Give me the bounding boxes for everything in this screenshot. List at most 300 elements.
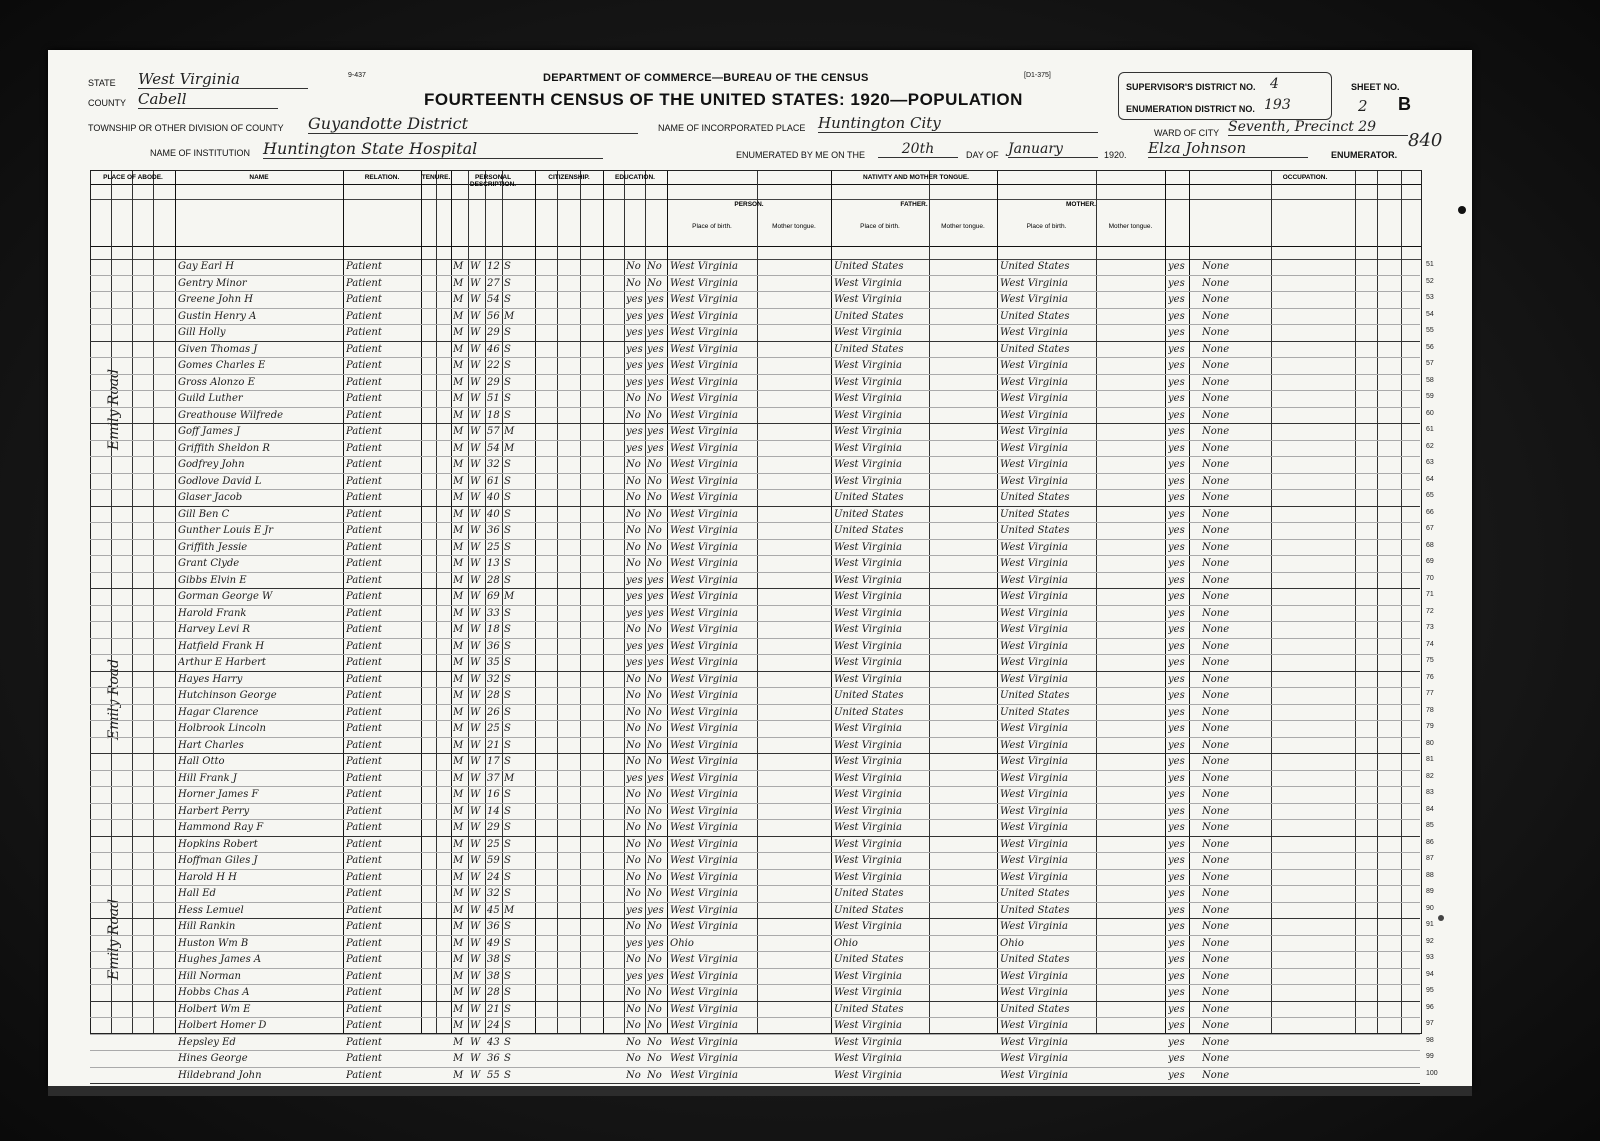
cell-ms: M (504, 310, 515, 322)
cell-ms: S (504, 360, 511, 371)
cell-age: 17 (487, 756, 500, 767)
cell-birth: West Virginia (670, 426, 738, 437)
cell-occ: None (1202, 591, 1230, 602)
cell-birth: West Virginia (670, 1020, 738, 1031)
cell-name: Holbert Wm E (178, 1003, 251, 1015)
cell-sex: M (453, 277, 464, 289)
cell-write: yes (647, 607, 664, 619)
cell-occ: None (1202, 1036, 1230, 1048)
cell-read: No (626, 871, 641, 883)
cell-name: Hart Charles (178, 739, 244, 751)
cell-eng: yes (1168, 855, 1185, 866)
cell-birth: West Virginia (670, 376, 738, 388)
cell-write: No (647, 888, 662, 899)
cell-write: No (647, 673, 662, 685)
line-number: 91 (1426, 921, 1434, 928)
cell-write: No (647, 1003, 662, 1015)
cell-mbirth: United States (1000, 261, 1070, 272)
cell-race: W (470, 261, 481, 272)
table-row (90, 342, 1434, 359)
stamp-number: 840 (1408, 130, 1443, 151)
cell-read: No (626, 541, 641, 553)
cell-occ: None (1202, 756, 1230, 767)
cell-read: No (626, 987, 641, 998)
group-abode: PLACE OF ABODE. (103, 174, 163, 181)
cell-birth: West Virginia (670, 475, 738, 487)
cell-race: W (470, 1069, 481, 1081)
table-row (90, 391, 1434, 408)
cell-name: Hughes James A (178, 954, 262, 965)
cell-name: Hayes Harry (178, 673, 243, 685)
cell-fbirth: West Virginia (834, 624, 902, 635)
cell-fbirth: West Virginia (834, 805, 902, 817)
line-number: 69 (1426, 558, 1434, 565)
cell-read: No (626, 409, 641, 421)
cell-mbirth: West Virginia (1000, 277, 1068, 289)
cell-name: Hall Otto (178, 756, 225, 767)
enumerator-name: Elza Johnson (1148, 139, 1308, 158)
cell-age: 45 (487, 904, 500, 916)
cell-fbirth: West Virginia (834, 459, 902, 470)
line-number: 99 (1426, 1053, 1434, 1060)
cell-ms: S (504, 525, 511, 536)
cell-read: No (626, 1003, 641, 1015)
cell-ms: S (504, 475, 511, 487)
cell-write: No (647, 475, 662, 487)
line-number: 88 (1426, 871, 1434, 879)
cell-rel: Patient (346, 690, 382, 701)
cell-age: 29 (487, 327, 500, 338)
cell-occ: None (1202, 541, 1230, 553)
cell-sex: M (453, 294, 464, 305)
cell-name: Harvey Levi R (178, 624, 250, 635)
table-row (90, 672, 1434, 689)
cell-read: No (626, 525, 641, 536)
cell-race: W (470, 822, 481, 833)
township-value: Guyandotte District (308, 114, 638, 134)
cell-occ: None (1202, 1069, 1230, 1081)
cell-mbirth: West Virginia (1000, 772, 1068, 784)
cell-race: W (470, 723, 481, 734)
cell-read: No (626, 1053, 641, 1064)
cell-race: W (470, 426, 481, 437)
cell-occ: None (1202, 525, 1230, 536)
cell-occ: None (1202, 690, 1230, 701)
department-title: DEPARTMENT OF COMMERCE—BUREAU OF THE CENSUS (543, 72, 869, 84)
cell-race: W (470, 442, 481, 454)
cell-occ: None (1202, 739, 1230, 751)
cell-age: 54 (487, 294, 500, 305)
cell-birth: West Virginia (670, 723, 738, 734)
cell-race: W (470, 492, 481, 503)
line-number: 87 (1426, 855, 1434, 862)
cell-write: No (647, 492, 662, 503)
cell-mbirth: United States (1000, 690, 1070, 701)
cell-race: W (470, 607, 481, 619)
cell-name: Horner James F (178, 789, 259, 800)
cell-age: 36 (487, 921, 500, 932)
cell-mbirth: West Virginia (1000, 409, 1068, 421)
cell-name: Hutchinson George (178, 690, 277, 701)
cell-sex: M (453, 756, 464, 767)
cell-write: yes (647, 904, 664, 916)
cell-age: 25 (487, 723, 500, 734)
cell-race: W (470, 360, 481, 371)
line-number: 84 (1426, 805, 1434, 813)
cell-occ: None (1202, 706, 1230, 718)
cell-eng: yes (1168, 591, 1185, 602)
cell-read: yes (626, 640, 643, 652)
cell-mbirth: West Virginia (1000, 921, 1068, 932)
cell-sex: M (453, 475, 464, 487)
cell-name: Godlove David L (178, 475, 262, 487)
cell-sex: M (453, 1020, 464, 1031)
cell-read: yes (626, 607, 643, 619)
cell-birth: West Virginia (670, 1003, 738, 1015)
cell-occ: None (1202, 343, 1230, 355)
cell-eng: yes (1168, 673, 1185, 685)
cell-rel: Patient (346, 294, 382, 305)
cell-read: No (626, 805, 641, 817)
cell-fbirth: West Virginia (834, 822, 902, 833)
cell-ms: S (504, 492, 511, 503)
cell-race: W (470, 1053, 481, 1064)
line-number: 92 (1426, 937, 1434, 945)
line-number: 52 (1426, 277, 1434, 285)
cell-fbirth: West Virginia (834, 921, 902, 932)
cell-eng: yes (1168, 624, 1185, 635)
cell-race: W (470, 294, 481, 305)
cell-occ: None (1202, 327, 1230, 338)
cell-ms: S (504, 624, 511, 635)
cell-fbirth: West Virginia (834, 607, 902, 619)
line-number: 57 (1426, 360, 1434, 367)
table-row (90, 1051, 1434, 1068)
enumerator-label: ENUMERATOR. (1331, 150, 1398, 160)
cell-fbirth: West Virginia (834, 970, 902, 982)
cell-write: yes (647, 772, 664, 784)
cell-fbirth: West Virginia (834, 855, 902, 866)
cell-race: W (470, 310, 481, 322)
cell-race: W (470, 640, 481, 652)
cell-write: No (647, 822, 662, 833)
cell-write: yes (647, 574, 664, 586)
cell-birth: West Virginia (670, 772, 738, 784)
group-tenure: TENURE. (421, 174, 451, 181)
cell-ms: S (504, 1053, 511, 1064)
cell-birth: West Virginia (670, 508, 738, 520)
cell-rel: Patient (346, 558, 382, 569)
line-number: 83 (1426, 789, 1434, 796)
cell-age: 26 (487, 706, 500, 718)
cell-name: Harold Frank (178, 607, 247, 619)
cell-birth: West Virginia (670, 739, 738, 751)
cell-write: No (647, 1053, 662, 1064)
cell-rel: Patient (346, 640, 382, 652)
group-name: NAME (249, 174, 269, 181)
cell-read: yes (626, 657, 643, 668)
cell-age: 28 (487, 690, 500, 701)
cell-read: No (626, 822, 641, 833)
cell-age: 61 (487, 475, 500, 487)
line-number: 100 (1426, 1069, 1438, 1077)
cell-eng: yes (1168, 261, 1185, 272)
line-number: 74 (1426, 640, 1434, 648)
cell-birth: West Virginia (670, 442, 738, 454)
line-number: 96 (1426, 1003, 1434, 1011)
cell-read: No (626, 954, 641, 965)
cell-occ: None (1202, 261, 1230, 272)
street-label-3: Emily Road (106, 898, 122, 980)
cell-fbirth: West Virginia (834, 409, 902, 421)
cell-read: No (626, 789, 641, 800)
cell-read: No (626, 393, 641, 404)
cell-mbirth: West Virginia (1000, 376, 1068, 388)
cell-birth: West Virginia (670, 970, 738, 982)
cell-fbirth: West Virginia (834, 360, 902, 371)
cell-birth: West Virginia (670, 277, 738, 289)
cell-eng: yes (1168, 921, 1185, 932)
cell-age: 54 (487, 442, 500, 454)
table-row (90, 358, 1434, 375)
cell-name: Hill Frank J (178, 772, 237, 784)
cell-sex: M (453, 970, 464, 982)
cell-ms: M (504, 772, 515, 784)
cell-eng: yes (1168, 706, 1185, 718)
cell-race: W (470, 772, 481, 784)
cell-fbirth: West Virginia (834, 1020, 902, 1031)
cell-ms: S (504, 393, 511, 404)
cell-sex: M (453, 1069, 464, 1081)
cell-name: Hagar Clarence (178, 706, 259, 718)
cell-birth: West Virginia (670, 838, 738, 850)
cell-eng: yes (1168, 937, 1185, 949)
cell-fbirth: United States (834, 508, 904, 520)
cell-birth: West Virginia (670, 591, 738, 602)
cell-sex: M (453, 607, 464, 619)
cell-ms: S (504, 1036, 511, 1048)
cell-race: W (470, 343, 481, 355)
cell-write: yes (647, 426, 664, 437)
cell-write: No (647, 789, 662, 800)
cell-fbirth: West Virginia (834, 756, 902, 767)
cell-mbirth: United States (1000, 904, 1070, 916)
cell-occ: None (1202, 393, 1230, 404)
table-row (90, 276, 1434, 293)
cell-birth: West Virginia (670, 888, 738, 899)
enumerated-day: 20th (878, 141, 958, 158)
cell-name: Gross Alonzo E (178, 376, 255, 388)
cell-eng: yes (1168, 541, 1185, 553)
census-year: 1920. (1104, 150, 1127, 160)
table-row (90, 1002, 1434, 1019)
cell-fbirth: West Virginia (834, 376, 902, 388)
cell-rel: Patient (346, 838, 382, 850)
cell-rel: Patient (346, 1003, 382, 1015)
cell-birth: West Virginia (670, 327, 738, 338)
sheet-value: 2 (1358, 97, 1368, 115)
cell-name: Harold H H (178, 871, 237, 883)
cell-race: W (470, 525, 481, 536)
cell-race: W (470, 904, 481, 916)
cell-fbirth: United States (834, 310, 904, 322)
cell-write: yes (647, 360, 664, 371)
cell-ms: S (504, 294, 511, 305)
table-row (90, 688, 1434, 705)
cell-sex: M (453, 723, 464, 734)
cell-birth: West Virginia (670, 393, 738, 404)
cell-sex: M (453, 624, 464, 635)
cell-mbirth: West Virginia (1000, 327, 1068, 338)
cell-race: W (470, 327, 481, 338)
cell-read: yes (626, 937, 643, 949)
cell-ms: S (504, 558, 511, 569)
cell-rel: Patient (346, 805, 382, 817)
cell-mbirth: Ohio (1000, 937, 1024, 949)
cell-eng: yes (1168, 574, 1185, 586)
cell-read: yes (626, 294, 643, 305)
cell-rel: Patient (346, 607, 382, 619)
cell-eng: yes (1168, 459, 1185, 470)
cell-sex: M (453, 1036, 464, 1048)
cell-occ: None (1202, 376, 1230, 388)
cell-fbirth: United States (834, 954, 904, 965)
line-number: 56 (1426, 343, 1434, 351)
table-row (90, 589, 1434, 606)
cell-eng: yes (1168, 426, 1185, 437)
supervisor-label: SUPERVISOR'S DISTRICT NO. (1126, 82, 1256, 92)
cell-fbirth: West Virginia (834, 574, 902, 586)
cell-age: 38 (487, 954, 500, 965)
cell-age: 38 (487, 970, 500, 982)
cell-eng: yes (1168, 277, 1185, 289)
cell-name: Guild Luther (178, 393, 243, 404)
cell-eng: yes (1168, 376, 1185, 388)
cell-write: yes (647, 591, 664, 602)
table-row (90, 1068, 1438, 1085)
cell-rel: Patient (346, 789, 382, 800)
incorporated-label: NAME OF INCORPORATED PLACE (658, 123, 806, 133)
cell-age: 22 (487, 360, 500, 371)
cell-fbirth: United States (834, 904, 904, 916)
cell-read: No (626, 475, 641, 487)
table-row (90, 886, 1434, 903)
group-mother: MOTHER. (1066, 201, 1096, 208)
cell-rel: Patient (346, 888, 382, 899)
ward-label: WARD OF CITY (1154, 128, 1220, 138)
cell-read: yes (626, 772, 643, 784)
cell-name: Gay Earl H (178, 261, 234, 272)
cell-ms: S (504, 888, 511, 899)
cell-rel: Patient (346, 657, 382, 668)
line-number: 81 (1426, 756, 1434, 763)
cell-occ: None (1202, 1020, 1230, 1031)
cell-fbirth: West Virginia (834, 327, 902, 338)
cell-rel: Patient (346, 1053, 382, 1064)
cell-age: 24 (487, 1020, 500, 1031)
state-label: STATE (88, 78, 116, 88)
cell-name: Goff James J (178, 426, 240, 437)
mother-tongue-header: Mother tongue. (1108, 223, 1153, 230)
cell-ms: S (504, 574, 511, 586)
cell-name: Gentry Minor (178, 277, 247, 289)
cell-mbirth: West Virginia (1000, 541, 1068, 553)
cell-name: Hines George (178, 1053, 248, 1064)
cell-age: 51 (487, 393, 500, 404)
line-number: 76 (1426, 673, 1434, 681)
cell-name: Hill Rankin (178, 921, 236, 932)
cell-birth: West Virginia (670, 607, 738, 619)
cell-birth: West Virginia (670, 343, 738, 355)
census-rows (90, 259, 1438, 1084)
cell-birth: West Virginia (670, 822, 738, 833)
cell-eng: yes (1168, 327, 1185, 338)
cell-write: No (647, 558, 662, 569)
cell-age: 46 (487, 343, 500, 355)
cell-rel: Patient (346, 343, 382, 355)
cell-rel: Patient (346, 723, 382, 734)
cell-age: 32 (487, 459, 500, 470)
cell-sex: M (453, 937, 464, 949)
cell-birth: West Virginia (670, 690, 738, 701)
binder-hole-icon (1458, 206, 1466, 214)
cell-birth: West Virginia (670, 904, 738, 916)
cell-write: No (647, 805, 662, 817)
group-relation: RELATION. (364, 174, 400, 181)
cell-eng: yes (1168, 822, 1185, 833)
cell-race: W (470, 954, 481, 965)
cell-write: No (647, 1069, 662, 1081)
cell-race: W (470, 459, 481, 470)
table-row (90, 639, 1434, 656)
table-row (90, 655, 1434, 672)
cell-eng: yes (1168, 871, 1185, 883)
cell-eng: yes (1168, 739, 1185, 751)
table-row (90, 457, 1434, 474)
line-number: 58 (1426, 376, 1434, 384)
cell-fbirth: West Virginia (834, 558, 902, 569)
cell-sex: M (453, 706, 464, 718)
cell-birth: West Virginia (670, 1036, 738, 1048)
county-value: Cabell (138, 90, 278, 109)
cell-ms: M (504, 442, 515, 454)
cell-birth: West Virginia (670, 360, 738, 371)
cell-write: yes (647, 657, 664, 668)
cell-sex: M (453, 673, 464, 685)
cell-age: 25 (487, 541, 500, 553)
cell-sex: M (453, 343, 464, 355)
cell-eng: yes (1168, 690, 1185, 701)
cell-rel: Patient (346, 970, 382, 982)
cell-occ: None (1202, 723, 1230, 734)
cell-occ: None (1202, 624, 1230, 635)
cell-birth: West Virginia (670, 789, 738, 800)
line-number: 72 (1426, 607, 1434, 615)
cell-fbirth: West Virginia (834, 838, 902, 850)
line-number: 80 (1426, 739, 1434, 747)
table-row (90, 721, 1434, 738)
group-nativity: NATIVITY AND MOTHER TONGUE. (863, 174, 969, 181)
cell-rel: Patient (346, 492, 382, 503)
cell-mbirth: West Virginia (1000, 789, 1068, 800)
cell-write: yes (647, 310, 664, 322)
cell-mbirth: West Virginia (1000, 673, 1068, 685)
cell-rel: Patient (346, 871, 382, 883)
cell-age: 29 (487, 376, 500, 388)
cell-sex: M (453, 772, 464, 784)
cell-occ: None (1202, 607, 1230, 619)
cell-sex: M (453, 541, 464, 553)
